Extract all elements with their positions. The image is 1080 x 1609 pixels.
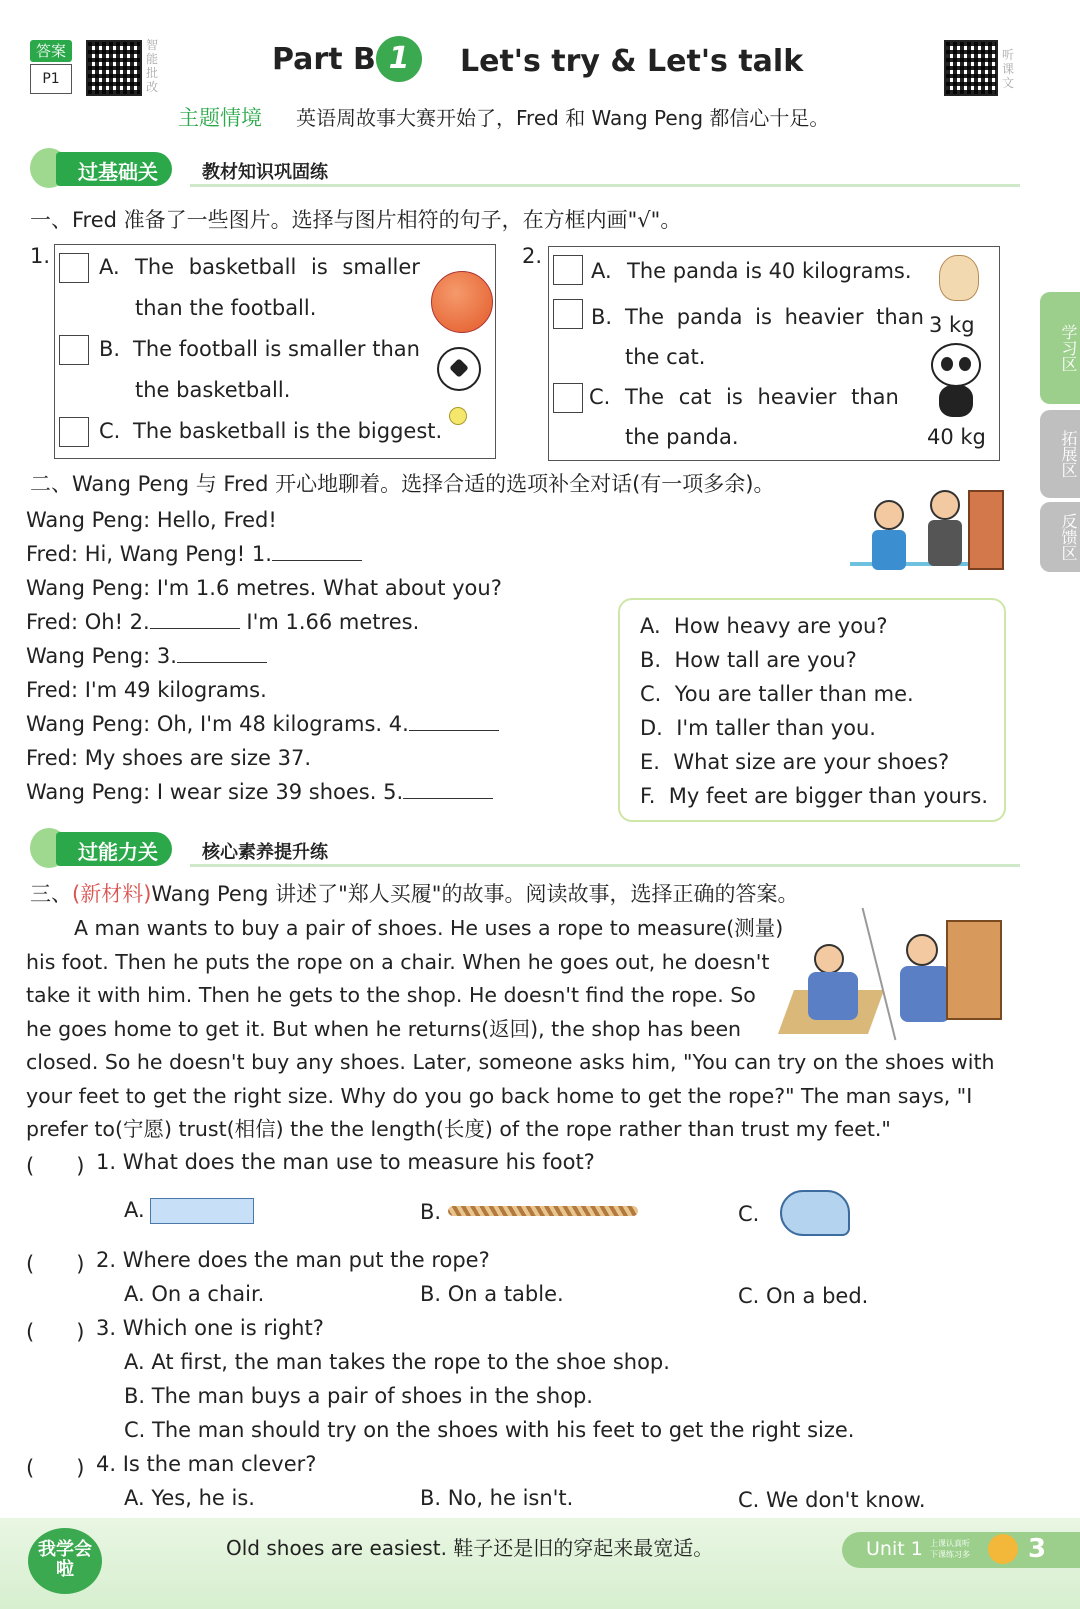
dialogue-text: Fred: My shoes are size 37. — [26, 746, 312, 770]
passage-line-4: he goes home to get it. But when he returns(返回), the shop has been — [26, 1017, 742, 1041]
dialogue-line-3 — [26, 576, 502, 601]
small-ball-icon — [449, 407, 467, 425]
q4-option-a: A. Yes, he is. — [124, 1486, 255, 1510]
q1-option-c-letter: C. — [738, 1202, 760, 1226]
passage-line-3: take it with him. Then he gets to the shop. He doesn't find the rope. So — [26, 983, 756, 1007]
dialogue-text: Wang Peng: I wear size 39 shoes. — [26, 780, 384, 804]
badge-learned: 我学会啦 — [28, 1528, 102, 1594]
task3-instruction — [30, 882, 798, 907]
task2-instruction: 二、Wang Peng 与 Fred 开心地聊着。选择合适的选项补全对话(有一项多余)。 — [30, 472, 775, 496]
q2-b-letter: B. — [591, 305, 613, 329]
cat-icon — [939, 255, 979, 301]
q2-option-a: A. On a chair. — [124, 1282, 265, 1306]
option-d — [640, 716, 876, 741]
option-text: You are taller than me. — [674, 682, 914, 706]
option-e — [640, 750, 949, 775]
section-basic-title: 过基础关 — [56, 152, 172, 186]
q2-checkbox-c[interactable] — [553, 383, 583, 413]
answer-blank-3[interactable] — [177, 645, 267, 663]
footer — [0, 1518, 1080, 1609]
shoe-icon — [780, 1190, 850, 1236]
divider — [190, 864, 1020, 867]
side-tab-extend[interactable]: 拓展区 — [1040, 410, 1080, 498]
dialogue-line-2 — [26, 542, 362, 567]
dialogue-line-9 — [26, 780, 493, 805]
dialogue-line-1 — [26, 508, 277, 533]
q1-c-letter: C. — [99, 419, 121, 443]
q1-a-line1: The basketball is smaller — [135, 255, 420, 279]
instruction-prefix: 三、 — [30, 882, 72, 906]
smart-correct-label: 智能批改 — [146, 38, 159, 94]
q1-option-a-letter: A. — [124, 1198, 145, 1222]
answer-paren-3[interactable]: ( ) — [26, 1320, 85, 1344]
passage-line-6: your feet to get the right size. Why do you go back home to get the rope?" The man says, "I — [26, 1084, 973, 1108]
q1-option-b-letter: B. — [420, 1200, 442, 1224]
section-ability-title: 过能力关 — [56, 832, 172, 866]
panda-icon — [931, 343, 981, 419]
kids-illustration — [850, 490, 1010, 590]
question-4: 4. Is the man clever? — [96, 1452, 317, 1476]
football-icon — [437, 347, 481, 391]
lesson-number-badge: 1 — [376, 36, 422, 82]
answer-paren-1[interactable]: ( ) — [26, 1154, 85, 1178]
unit-pill — [842, 1532, 1080, 1568]
dialogue-text: Wang Peng: I'm 1.6 metres. What about you? — [26, 576, 502, 600]
option-letter: D. — [640, 716, 663, 740]
task1-instruction: 一、Fred 准备了一些图片。选择与图片相符的句子，在方框内画"√"。 — [30, 208, 682, 232]
option-text: What size are your shoes? — [673, 750, 950, 774]
theme-text: 英语周故事大赛开始了，Fred 和 Wang Peng 都信心十足。 — [296, 106, 830, 130]
q2-b-line1: The panda is heavier than — [625, 305, 924, 329]
option-b — [640, 648, 857, 673]
side-tab-study[interactable]: 学习区 — [1040, 292, 1080, 404]
section-basic-bar — [30, 152, 1030, 186]
dialogue-line-7 — [26, 712, 499, 737]
new-material-tag: (新材料) — [72, 882, 152, 906]
answer-page: P1 — [30, 64, 72, 94]
dialogue-line-6 — [26, 678, 267, 703]
q1-checkbox-b[interactable] — [59, 335, 89, 365]
option-letter: C. — [640, 682, 662, 706]
section-ability-bar — [30, 832, 1030, 866]
option-letter: B. — [640, 648, 662, 672]
blank-number: 4. — [388, 712, 409, 736]
dialogue-text: Fred: I'm 49 kilograms. — [26, 678, 267, 702]
q3-option-b: B. The man buys a pair of shoes in the shop. — [124, 1384, 593, 1408]
option-letter: F. — [640, 784, 656, 808]
passage-line-7: prefer to(宁愿) trust(相信) the the length(长度) of the rope rather than trust my feet." — [26, 1117, 891, 1141]
dialogue-text: Wang Peng: Hello, Fred! — [26, 508, 277, 532]
listen-label: 听课文 — [1002, 48, 1015, 90]
q2-c-line2: the panda. — [625, 425, 739, 449]
answer-blank-2[interactable] — [150, 611, 240, 629]
answer-paren-4[interactable]: ( ) — [26, 1456, 85, 1480]
basketball-icon — [431, 271, 493, 333]
unit-sub: 上课认真听 下课练习多 — [930, 1539, 970, 1559]
dialogue-line-8 — [26, 746, 311, 771]
blank-number: 3. — [156, 644, 177, 668]
divider — [190, 184, 1020, 187]
q4-option-c: C. We don't know. — [738, 1488, 926, 1512]
q1-box — [54, 244, 496, 459]
passage-line-1: A man wants to buy a pair of shoes. He uses a rope to measure(测量) — [74, 916, 784, 940]
q1-b-line2: the basketball. — [135, 378, 291, 402]
qr-code-answer[interactable] — [86, 40, 142, 96]
passage-line-5: closed. So he doesn't buy any shoes. Later, someone asks him, "You can try on the shoes with — [26, 1050, 995, 1074]
dialogue-text: Wang Peng: Oh, I'm 48 kilograms. — [26, 712, 389, 736]
options-box — [618, 598, 1006, 822]
dialogue-line-5 — [26, 644, 267, 669]
instruction-text: Wang Peng 讲述了"郑人买履"的故事。阅读故事，选择正确的答案。 — [151, 882, 799, 906]
answer-blank-1[interactable] — [272, 543, 362, 561]
dialogue-text: Wang Peng: — [26, 644, 157, 668]
cat-weight: 3 kg — [929, 313, 975, 337]
q1-number: 1. — [30, 244, 51, 268]
option-a — [640, 614, 888, 639]
question-1: 1. What does the man use to measure his foot? — [96, 1150, 595, 1174]
section-ability-subtitle: 核心素养提升练 — [202, 842, 328, 863]
dialogue-text: Fred: Hi, Wang Peng! — [26, 542, 252, 566]
part-label: Part B — [272, 42, 376, 77]
answer-tag[interactable]: 答案 — [30, 40, 72, 62]
q2-option-b: B. On a table. — [420, 1282, 564, 1306]
q1-b-line1: The football is smaller than — [133, 337, 420, 361]
blank-number: 2. — [129, 610, 150, 634]
option-text: My feet are bigger than yours. — [668, 784, 989, 808]
blank-number: 1. — [251, 542, 272, 566]
footer-proverb: Old shoes are easiest. 鞋子还是旧的穿起来最宽适。 — [226, 1536, 714, 1560]
option-letter: A. — [640, 614, 661, 638]
page-number: 3 — [1028, 1534, 1047, 1564]
q2-a-line1: The panda is 40 kilograms. — [627, 259, 912, 283]
answer-paren-2[interactable]: ( ) — [26, 1252, 85, 1276]
unit-label: Unit 1 — [866, 1538, 923, 1560]
ruler-icon — [150, 1198, 254, 1224]
q1-a-letter: A. — [99, 255, 120, 279]
option-c — [640, 682, 914, 707]
option-f — [640, 784, 988, 809]
option-text: I'm taller than you. — [676, 716, 876, 740]
dialogue-line-4 — [26, 610, 419, 635]
option-letter: E. — [640, 750, 660, 774]
q4-option-b: B. No, he isn't. — [420, 1486, 574, 1510]
q2-c-letter: C. — [589, 385, 611, 409]
star-mascot-icon — [988, 1534, 1018, 1564]
q1-c-line1: The basketball is the biggest. — [133, 419, 443, 443]
dialogue-text: Fred: Oh! — [26, 610, 130, 634]
panda-weight: 40 kg — [927, 425, 986, 449]
theme-label: 主题情境 — [178, 106, 262, 130]
question-3: 3. Which one is right? — [96, 1316, 324, 1340]
q1-a-line2: than the football. — [135, 296, 317, 320]
q3-option-c: C. The man should try on the shoes with his feet to get the right size. — [124, 1418, 855, 1442]
qr-code-listen[interactable] — [944, 40, 998, 96]
option-text: How heavy are you? — [674, 614, 888, 638]
q1-checkbox-a[interactable] — [59, 253, 89, 283]
question-2: 2. Where does the man put the rope? — [96, 1248, 490, 1272]
side-tab-feedback[interactable]: 反馈区 — [1040, 502, 1080, 572]
q2-checkbox-a[interactable] — [553, 255, 583, 285]
page-title: Let's try & Let's talk — [460, 44, 804, 79]
q2-box — [548, 246, 1000, 461]
q2-c-line1: The cat is heavier than — [625, 385, 899, 409]
dialogue-text: I'm 1.66 metres. — [239, 610, 420, 634]
option-text: How tall are you? — [674, 648, 857, 672]
passage-line-2: his foot. Then he puts the rope on a chair. When he goes out, he doesn't — [26, 950, 770, 974]
q3-option-a: A. At first, the man takes the rope to the shoe shop. — [124, 1350, 670, 1374]
q1-b-letter: B. — [99, 337, 121, 361]
q2-checkbox-b[interactable] — [553, 299, 583, 329]
answer-blank-5[interactable] — [403, 781, 493, 799]
q2-b-line2: the cat. — [625, 345, 706, 369]
q2-option-c: C. On a bed. — [738, 1284, 869, 1308]
blank-number: 5. — [383, 780, 404, 804]
q2-number: 2. — [522, 244, 543, 268]
q2-a-letter: A. — [591, 259, 612, 283]
answer-blank-4[interactable] — [409, 713, 499, 731]
section-basic-subtitle: 教材知识巩固练 — [202, 162, 328, 183]
rope-icon — [448, 1206, 638, 1216]
story-illustration — [786, 906, 1006, 1042]
q1-checkbox-c[interactable] — [59, 417, 89, 447]
